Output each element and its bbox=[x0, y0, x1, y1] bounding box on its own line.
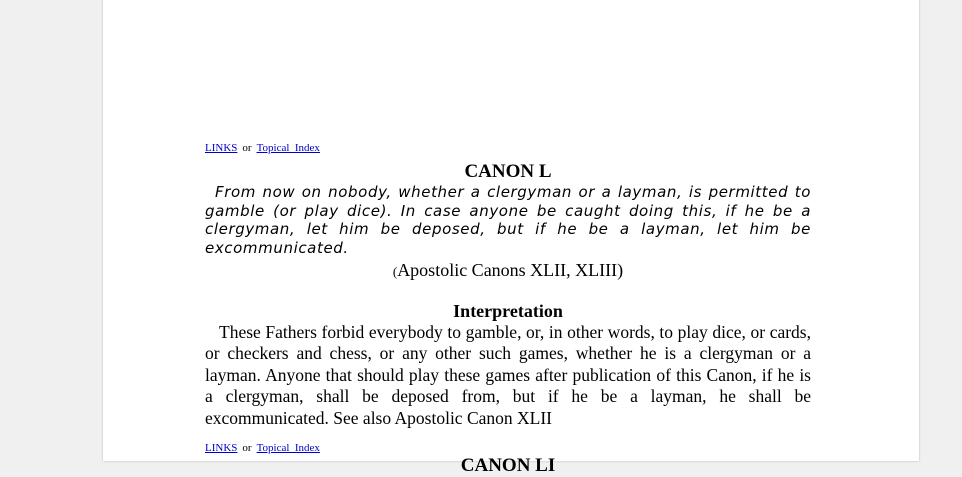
nav-links-2 bbox=[205, 441, 811, 455]
or-separator-2: or bbox=[242, 442, 252, 455]
canon-title: CANON L bbox=[464, 161, 552, 182]
document-page bbox=[103, 0, 919, 477]
topical-index-link-2[interactable]: Topical_Index bbox=[256, 442, 320, 455]
reference-text: Apostolic Canons XLII, XLIII) bbox=[397, 260, 624, 280]
interpretation-text: These Fathers forbid everybody to gamble, or, in other words, to play dice, or cards, or checkers and chess, or any other such games, whether he is a clergyman or a layman. Anyone that should play these games after publication of this Canon, if he is a clergyman, shall be deposed from, but if he be a layman, he shall be excommunicated. See also Apostolic Canon XLII bbox=[205, 322, 811, 428]
links-link[interactable]: LINKS bbox=[205, 142, 238, 154]
interpretation-title: Interpretation bbox=[453, 301, 563, 321]
canon-reference bbox=[205, 259, 811, 283]
links-link-2[interactable]: LINKS bbox=[205, 442, 238, 455]
document-content bbox=[205, 141, 811, 477]
next-canon-title: CANON LI bbox=[460, 455, 556, 477]
nav-links bbox=[205, 141, 811, 155]
canon-text: From now on nobody, whether a clergyman or a layman, is permitted to gamble (or play dice). In case anyone be caught doing this, if he be a clergyman, let him be deposed, but if he be a layman, let him be excommunicated. bbox=[205, 183, 811, 257]
reference-open-paren: ( bbox=[392, 264, 398, 279]
or-separator: or bbox=[242, 142, 252, 154]
topical-index-link[interactable]: Topical_Index bbox=[256, 142, 320, 154]
